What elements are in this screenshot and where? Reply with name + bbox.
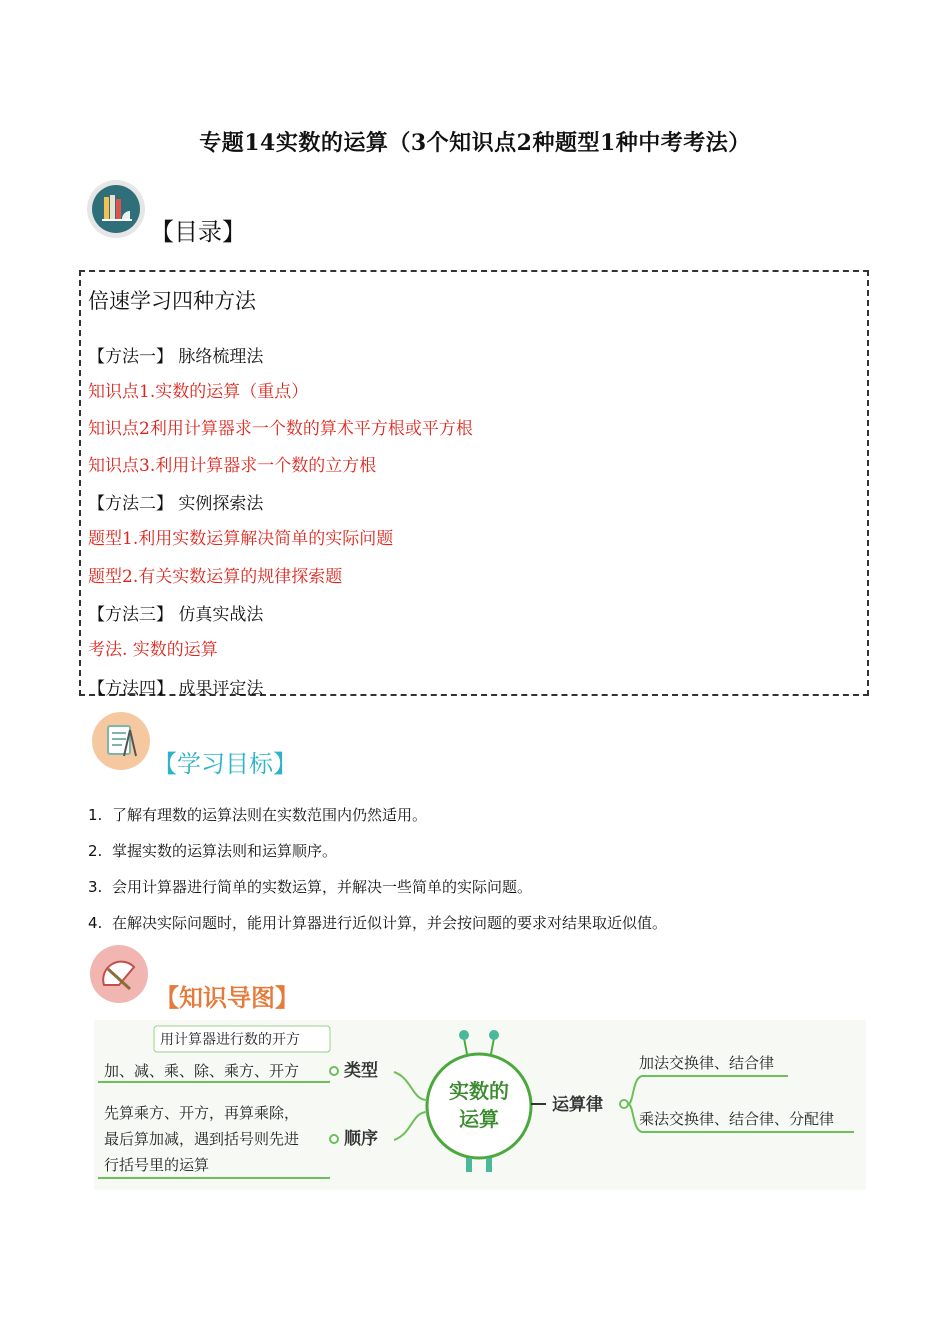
knowledge-mindmap — [94, 1020, 866, 1190]
toc-knowledge-1[interactable]: 知识点1.实数的运算（重点） — [88, 382, 309, 402]
knowledge-map-heading: 【知识导图】 — [155, 984, 299, 1012]
mindmap-order-line3: 行括号里的运算 — [104, 1156, 210, 1174]
toc-method-1: 【方法一】 脉络梳理法 — [88, 347, 264, 367]
toc-question-type-2[interactable]: 题型2.有关实数运算的规律探索题 — [88, 567, 343, 587]
mindmap-center-line2: 运算 — [459, 1107, 499, 1131]
mindmap-type-text: 加、减、乘、除、乘方、开方 — [104, 1062, 300, 1080]
mindmap-addition-laws: 加法交换律、结合律 — [639, 1054, 775, 1072]
goal-number: 2. — [88, 842, 103, 860]
goal-text: 掌握实数的运算法则和运算顺序。 — [112, 842, 338, 860]
notebook-compass-icon — [92, 712, 150, 770]
mindmap-multiplication-laws: 乘法交换律、结合律、分配律 — [639, 1110, 835, 1128]
goal-number: 1. — [88, 806, 103, 824]
mindmap-order-line2: 最后算加减，遇到括号则先进 — [104, 1130, 300, 1148]
mindmap-type-label: 类型 — [344, 1061, 378, 1081]
toc-knowledge-2[interactable]: 知识点2利用计算器求一个数的算术平方根或平方根 — [88, 419, 473, 439]
goal-item — [88, 840, 337, 861]
goal-text: 会用计算器进行简单的实数运算，并解决一些简单的实际问题。 — [112, 878, 533, 896]
mindmap-center-line1: 实数的 — [449, 1079, 509, 1103]
goal-number: 4. — [88, 914, 103, 932]
goal-text: 在解决实际问题时，能用计算器进行近似计算，并会按问题的要求对结果取近似值。 — [112, 914, 668, 932]
mindmap-order-line1: 先算乘方、开方，再算乘除， — [104, 1104, 300, 1122]
goal-item — [88, 804, 427, 825]
books-icon — [87, 180, 145, 238]
goal-text: 了解有理数的运算法则在实数范围内仍然适用。 — [112, 806, 428, 824]
toc-method-4: 【方法四】 成果评定法 — [88, 679, 264, 699]
mindmap-order-label: 顺序 — [344, 1129, 378, 1149]
goal-item — [88, 912, 667, 933]
mindmap-calculator-note: 用计算器进行数的开方 — [160, 1032, 300, 1048]
toc-heading: 【目录】 — [150, 218, 246, 246]
protractor-icon — [90, 945, 148, 1003]
document-title: 专题14实数的运算（3个知识点2种题型1种中考考法） — [199, 130, 751, 156]
toc-method-3: 【方法三】 仿真实战法 — [88, 605, 264, 625]
toc-knowledge-3[interactable]: 知识点3.利用计算器求一个数的立方根 — [88, 456, 377, 476]
mindmap-center-circle — [427, 1054, 531, 1158]
toc-method-2: 【方法二】 实例探索法 — [88, 494, 264, 514]
toc-exam-method[interactable]: 考法. 实数的运算 — [88, 640, 218, 660]
goal-item — [88, 876, 532, 897]
goal-number: 3. — [88, 878, 103, 896]
toc-box-title: 倍速学习四种方法 — [88, 289, 256, 313]
toc-question-type-1[interactable]: 题型1.利用实数运算解决简单的实际问题 — [88, 529, 394, 549]
goals-heading: 【学习目标】 — [153, 750, 297, 778]
toc-box — [79, 270, 869, 696]
mindmap-law-label: 运算律 — [552, 1095, 603, 1115]
